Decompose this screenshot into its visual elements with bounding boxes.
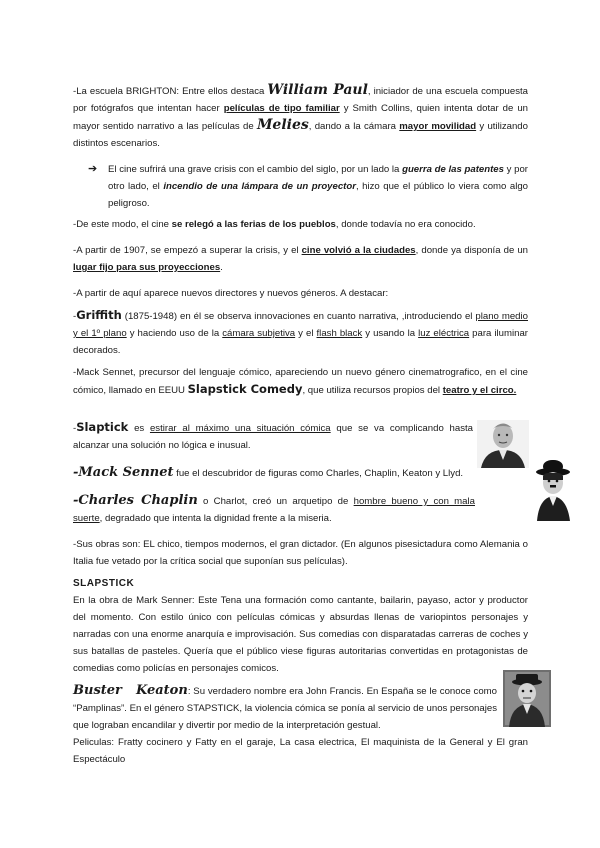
section-body: En la obra de Mark Senner: Este Tena una formación como cantante, bailarin, payaso, actor y productor del momento. Con estilo único con películas cómicas y absurdas llenas de variopintos personajes y narradas con una enorme anarquía e improvisación. Sus comedias con disparatadas carreras de coches y sus batallas de pasteles. Quería que el público viese figuras autoritarias convertidas en protagonistas de comedias como policías en personajes comicos. xyxy=(73,595,528,674)
keaton-photo xyxy=(503,670,551,727)
highlight-hombre-bueno: hombre bueno y con mala suerte xyxy=(73,496,475,524)
name-melies: Melies xyxy=(256,117,309,133)
paragraph-slaptick xyxy=(73,419,473,454)
text: -A partir de 1907, se empezó a superar la crisis, y el xyxy=(73,245,302,256)
text: fue el descubridor de figuras como Charles, Chaplin, Keaton y Llyd. xyxy=(173,468,464,479)
name-mack-sennet: -Mack Sennet xyxy=(73,465,174,480)
name-griffith: Griffith xyxy=(76,308,122,322)
highlight-luz-electrica: luz eléctrica xyxy=(418,328,470,339)
paragraph-destacar xyxy=(73,285,528,302)
text: -A partir de aquí aparece nuevos directores y nuevos géneros. A destacar: xyxy=(73,288,389,299)
text: y el xyxy=(295,328,317,339)
text: y utilizando distintos escenarios. xyxy=(73,121,528,149)
name-charles-chaplin: -Charles Chaplin xyxy=(73,493,198,508)
paragraph-keaton xyxy=(73,682,528,768)
text: El cine sufrirá una grave crisis con el cambio del siglo, por un lado la xyxy=(108,164,403,175)
bullet-crisis xyxy=(88,161,528,212)
text: y usando la xyxy=(362,328,419,339)
highlight-estirar-situacion: estirar al máximo una situación cómica xyxy=(149,423,331,434)
portrait-image xyxy=(503,670,551,727)
portrait-image xyxy=(531,458,576,521)
text: -La escuela BRIGHTON: Entre ellos destaca xyxy=(73,86,268,97)
arrow-right-icon: ➔ xyxy=(88,163,98,175)
text: , hizo que el público lo viera como algo peligroso. xyxy=(108,181,528,209)
text: , donde todavía no era conocido. xyxy=(335,219,476,230)
text: -Mack Sennet, precursor del lenguaje cómico, apareciendo un nuevo género cinematrografico, en el cine cómico, llamado en EEUU xyxy=(73,367,528,396)
text: y por otro lado, el xyxy=(108,164,528,192)
portrait-image xyxy=(477,420,529,468)
text: que se va complicando hasta alcanzar una solución no lógica e inusual. xyxy=(73,423,473,451)
text: -Sus obras son: EL chico, tiempos modernos, el gran dictador. (En algunos pisesictadura como Alemania o Italia fue vetado por la crítica social que suponían sus películas). xyxy=(73,539,528,567)
highlight-lugar-fijo: lugar fijo para sus proyecciones xyxy=(73,262,221,273)
paragraph-ferias xyxy=(73,216,528,233)
text: : Su verdadero nombre era John Francis. En España se le conoce como “Pamplinas”. En el género STAPSTICK, la violencia cómica se ponía al servicio de unos personajes que lograban encandilar y divertir por medio de la interpretación gestual. xyxy=(73,686,498,731)
name-slapstick-comedy: Slapstick Comedy xyxy=(187,382,303,396)
text: es xyxy=(128,423,150,434)
text: para iluminar decorados. xyxy=(73,328,529,356)
paragraph-chaplin xyxy=(73,492,475,527)
highlight-mayor-movilidad: mayor movilidad xyxy=(399,121,477,132)
section-slapstick xyxy=(73,575,528,677)
highlight-flash-black: flash black xyxy=(316,328,363,339)
name-william-paul: William Paul xyxy=(267,82,368,98)
text: , dando a la cámara xyxy=(308,121,400,132)
highlight-incendio-lampara: incendio de una lámpara de un proyector xyxy=(163,181,356,192)
paragraph-descubridor xyxy=(73,464,473,482)
text: , que utiliza recursos propios del xyxy=(302,385,443,396)
name-buster-keaton: Buster Keaton xyxy=(73,683,188,698)
paragraph-griffith xyxy=(73,307,528,359)
text: . xyxy=(220,262,223,273)
name-slaptick: Slaptick xyxy=(76,420,129,434)
text: o Charlot, creó un arquetipo de xyxy=(197,496,354,507)
highlight-ferias-pueblos: se relegó a las ferias de los pueblos xyxy=(171,219,336,230)
text: y haciendo uso de la xyxy=(126,328,223,339)
highlight-plano-medio: plano medio y el 1º plano xyxy=(73,311,528,339)
highlight-guerra-patentes: guerra de las patentes xyxy=(402,164,504,175)
keaton-peliculas: Peliculas: Fratty cocinero y Fatty en el garaje, La casa electrica, El maquinista de la General y El gran Espectáculo xyxy=(73,737,528,765)
text: , iniciador de una escuela compuesta por fotógrafos que intentan hacer xyxy=(73,86,528,114)
chaplin-photo xyxy=(531,458,576,521)
paragraph-1907 xyxy=(73,242,528,276)
highlight-teatro-circo: teatro y el circo. xyxy=(442,385,517,396)
section-heading: SLAPSTICK xyxy=(73,578,135,589)
text: - xyxy=(73,423,77,434)
highlight-peliculas-familiar: películas de tipo familiar xyxy=(223,103,340,114)
highlight-cine-ciudades: cine volvió a la ciudades xyxy=(301,245,416,256)
text: , degradado que intenta la dignidad frente a la miseria. xyxy=(99,513,332,524)
text: (1875-1948) en él se observa innovaciones en cuanto narrativa, ,introduciendo el xyxy=(121,311,476,322)
paragraph-obras xyxy=(73,536,528,570)
paragraph-mack-sennet xyxy=(73,364,528,399)
text: , donde ya disponía de un xyxy=(415,245,529,256)
text: -De este modo, el cine xyxy=(73,219,172,230)
mack-sennet-photo xyxy=(477,420,529,468)
text: y Smith Collins, quien intenta dotar de un mayor sentido narrativo a las películas de xyxy=(73,103,528,132)
highlight-camara-subjetiva: cámara subjetiva xyxy=(222,328,296,339)
text: - xyxy=(73,311,77,322)
paragraph-brighton xyxy=(73,82,528,152)
